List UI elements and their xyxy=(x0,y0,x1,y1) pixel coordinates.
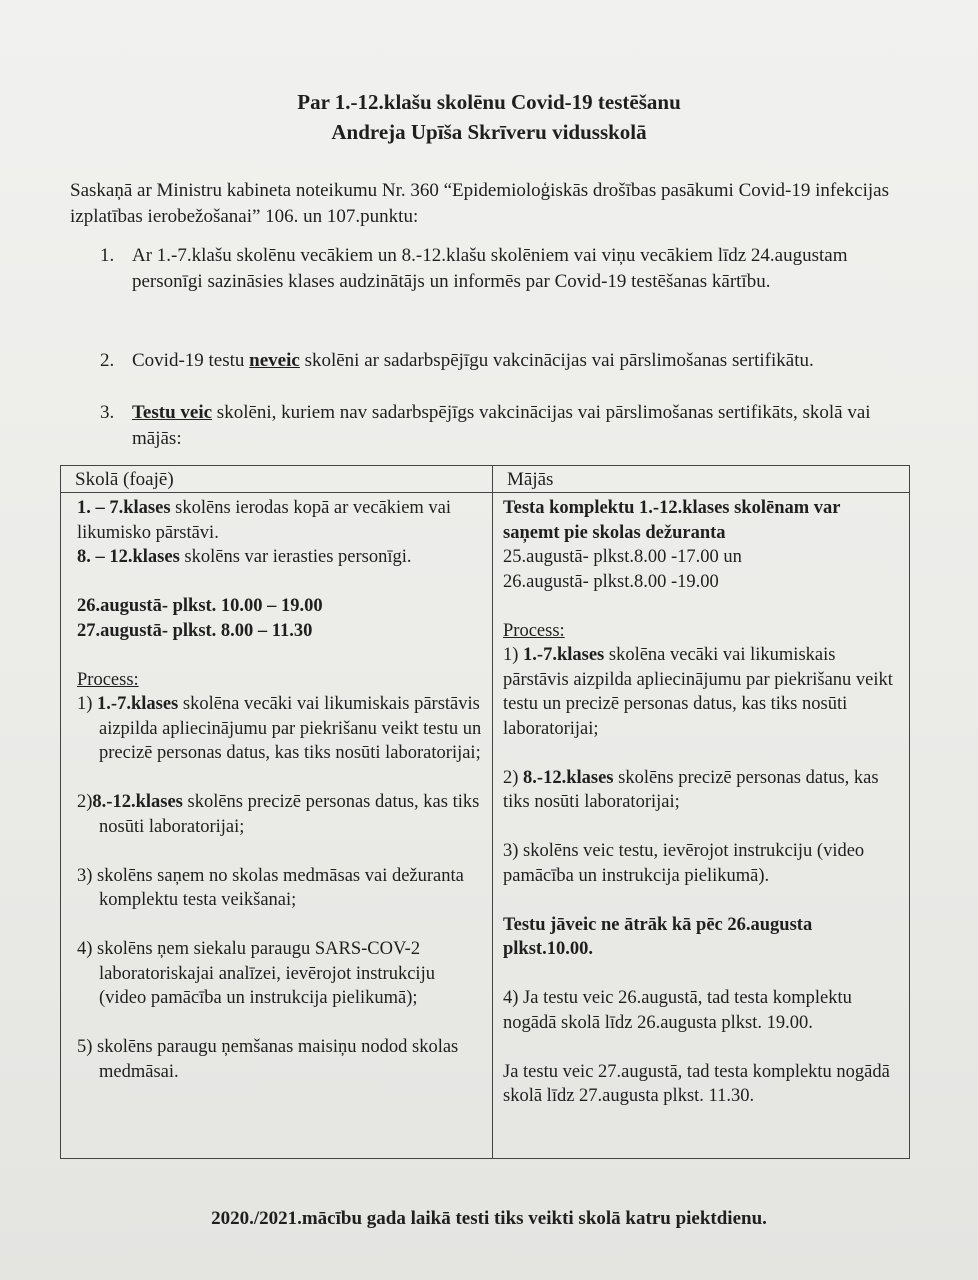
step-group: 8.-12.klases xyxy=(92,792,183,812)
school-process-label: Process: xyxy=(77,669,139,690)
table-cell-home xyxy=(503,496,899,1109)
list-item-text xyxy=(132,400,900,452)
step-number: 1) xyxy=(77,694,93,714)
step-number: 1) xyxy=(503,645,519,665)
table-divider-horizontal xyxy=(61,492,909,493)
step-text: skolēna vecāki vai likumiskais pārstāvis aizpilda apliecinājumu par piekrišanu veikt testu un precizē personas datus, kas tiks nosūti laboratorijai; xyxy=(503,645,893,739)
home-process-step-1 xyxy=(503,643,899,741)
school-date-2: 27.augustā- plkst. 8.00 – 11.30 xyxy=(77,620,313,641)
testing-table xyxy=(60,465,910,1159)
intro-paragraph: Saskaņā ar Ministru kabineta noteikumu Nr. 360 “Epidemioloģiskās drošības pasākumi Covid-19 infekcijas izplatības ierobežošanai” 106. un 107.punktu: xyxy=(70,180,889,227)
school-group-8-12-label: 8. – 12.klases xyxy=(77,547,180,567)
list-item-text-part: skolēni, kuriem nav sadarbspējīgs vakcinācijas vai pārslimošanas sertifikāts, skolā vai mājās: xyxy=(132,402,871,449)
home-intro: Testa komplektu 1.-12.klases skolēnam var saņemt pie skolas dežuranta xyxy=(503,498,841,543)
step-group: 1.-7.klases xyxy=(523,645,605,665)
home-date-2: 26.augustā- plkst.8.00 -19.00 xyxy=(503,571,719,592)
list-item-number: 1. xyxy=(100,245,115,266)
table-header-home: Mājās xyxy=(507,469,554,490)
list-item xyxy=(100,400,900,452)
school-group-1-7-label: 1. – 7.klases xyxy=(77,498,171,518)
school-process-step-5: 5) skolēns paraugu ņemšanas maisiņu nodod skolas medmāsai. xyxy=(77,1037,459,1082)
emphasis-testu-veic: Testu veic xyxy=(132,402,213,423)
list-item xyxy=(100,348,900,374)
school-process-step-2 xyxy=(77,790,482,839)
step-text: skolēns precizē personas datus, kas tiks nosūti laboratorijai; xyxy=(99,792,480,837)
school-process-step-1 xyxy=(77,692,482,766)
list-item-text xyxy=(132,348,900,374)
school-process-step-3: 3) skolēns saņem no skolas medmāsas vai dežuranta komplektu testa veikšanai; xyxy=(77,865,464,910)
school-group-1-7 xyxy=(77,496,482,545)
table-header-school: Skolā (foajē) xyxy=(75,469,174,490)
home-process-step-3: 3) skolēns veic testu, ievērojot instrukciju (video pamācība un instrukcija pielikumā). xyxy=(503,841,865,886)
step-text: skolēns precizē personas datus, kas tiks nosūti laboratorijai; xyxy=(503,767,879,812)
document-title-line1: Par 1.-12.klašu skolēnu Covid-19 testēšanu xyxy=(297,90,681,114)
home-process-label: Process: xyxy=(503,620,565,641)
footer-note: 2020./2021.mācību gada laikā testi tiks veikti skolā katru piektdienu. xyxy=(211,1208,767,1229)
step-number: 2) xyxy=(503,767,519,788)
home-notice: Testu jāveic ne ātrāk kā pēc 26.augusta plkst.10.00. xyxy=(503,914,813,959)
step-group: 1.-7.klases xyxy=(97,694,179,714)
list-item-text: Ar 1.-7.klašu skolēnu vecākiem un 8.-12.klašu skolēniem vai viņu vecākiem līdz 24.augustam personīgi sazināsies klases audzinātājs un informēs par Covid-19 testēšanas kārtību. xyxy=(132,245,848,292)
home-date-1: 25.augustā- plkst.8.00 -17.00 un xyxy=(503,547,742,567)
school-date-1: 26.augustā- plkst. 10.00 – 19.00 xyxy=(77,596,323,616)
table-divider-vertical xyxy=(492,466,493,1158)
list-item-text-part: Covid-19 testu xyxy=(132,350,250,371)
school-group-1-7-text: skolēns ierodas kopā ar vecākiem vai likumisko pārstāvi. xyxy=(77,498,452,543)
school-process-step-4: 4) skolēns ņem siekalu paraugu SARS-COV-2 laboratoriskajai analīzei, ievērojot instrukciju (video pamācība un instrukcija pielikumā); xyxy=(77,939,435,1008)
step-number: 2) xyxy=(77,792,93,812)
document-title-line2: Andreja Upīša Skrīveru vidusskolā xyxy=(331,120,647,144)
school-group-8-12 xyxy=(77,545,482,570)
list-item-number: 2. xyxy=(100,350,115,371)
step-text: skolēna vecāki vai likumiskais pārstāvis aizpilda apliecinājumu par piekrišanu veikt testu un precizē personas datus, kas tiks nosūti laboratorijai; xyxy=(99,694,482,763)
step-group: 8.-12.klases xyxy=(523,767,614,788)
home-process-step-4: 4) Ja testu veic 26.augustā, tad testa komplektu nogādā skolā līdz 26.augusta plkst. 19.00. xyxy=(503,988,852,1033)
table-cell-school xyxy=(77,496,482,1084)
school-group-8-12-text: skolēns var ierasties personīgi. xyxy=(179,547,412,567)
emphasis-neveic: neveic xyxy=(249,350,300,371)
list-item xyxy=(100,243,900,295)
list-item-number: 3. xyxy=(100,402,115,423)
home-process-step-5: Ja testu veic 27.augustā, tad testa komplektu nogādā skolā līdz 27.augusta plkst. 11.30. xyxy=(503,1061,890,1106)
list-item-text-part: skolēni ar sadarbspējīgu vakcinācijas vai pārslimošanas sertifikātu. xyxy=(299,350,814,371)
home-process-step-2 xyxy=(503,766,899,815)
